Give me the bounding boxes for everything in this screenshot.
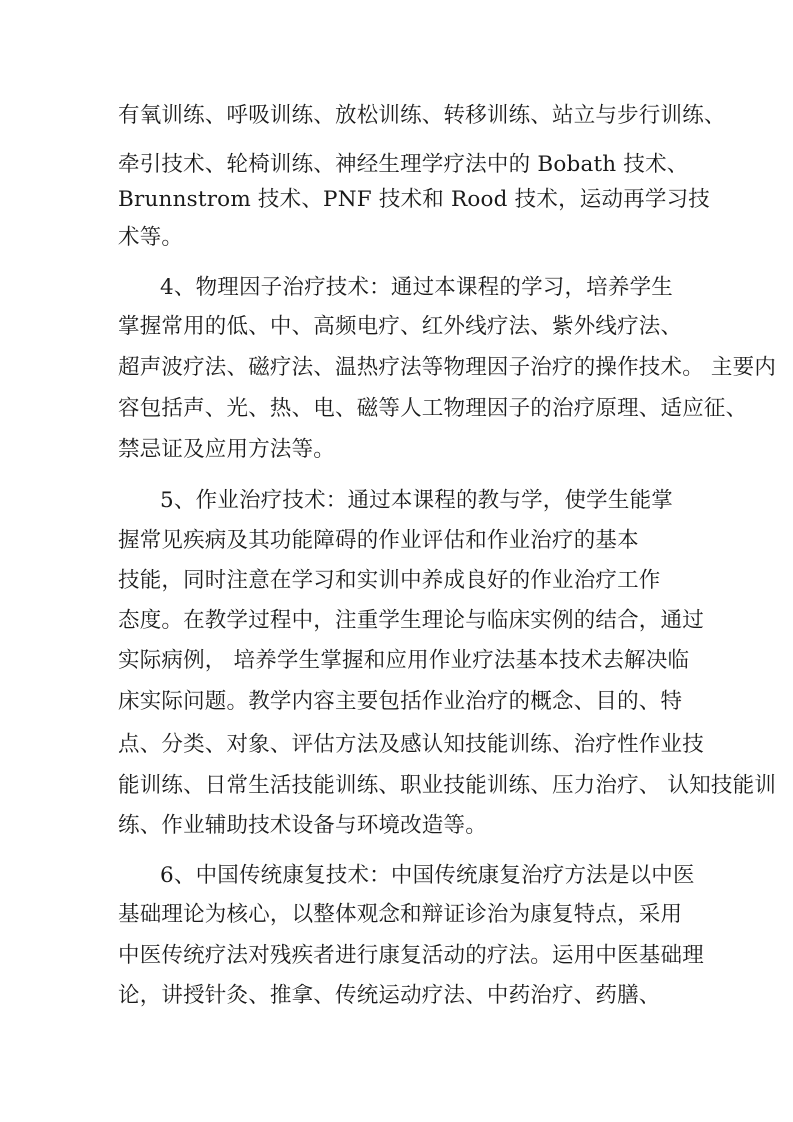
text-line: 掌握常用的低、中、高频电疗、红外线疗法、紫外线疗法、	[118, 314, 683, 339]
text-line: 中医传统疗法对残疾者进行康复活动的疗法。运用中医基础理	[118, 943, 704, 968]
text-line: 技能，同时注意在学习和实训中养成良好的作业治疗工作	[118, 568, 661, 593]
text-line: 论，讲授针灸、推拿、传统运动疗法、中药治疗、药膳、	[118, 983, 661, 1008]
text-line: 点、分类、对象、评估方法及感认知技能训练、治疗性作业技	[118, 732, 704, 757]
paragraph-4-heading-line: 4、物理因子治疗技术：通过本课程的学习，培养学生	[160, 275, 673, 300]
text-line: 超声波疗法、磁疗法、温热疗法等物理因子治疗的操作技术。 主要内	[118, 355, 777, 380]
text-line: Brunnstrom 技术、PNF 技术和 Rood 技术，运动再学习技	[118, 187, 710, 212]
text-line: 禁忌证及应用方法等。	[118, 437, 336, 462]
text-line: 基础理论为核心，以整体观念和辩证诊治为康复特点，采用	[118, 902, 683, 927]
text-line: 能训练、日常生活技能训练、职业技能训练、压力治疗、 认知技能训	[118, 773, 777, 798]
text-line: 床实际问题。教学内容主要包括作业治疗的概念、目的、特	[118, 689, 683, 714]
text-line: 练、作业辅助技术设备与环境改造等。	[118, 813, 487, 838]
text-line: 容包括声、光、热、电、磁等人工物理因子的治疗原理、适应征、	[118, 396, 748, 421]
text-line: 握常见疾病及其功能障碍的作业评估和作业治疗的基本	[118, 528, 639, 553]
text-line: 术等。	[118, 225, 184, 250]
text-line: 实际病例， 培养学生掌握和应用作业疗法基本技术去解决临	[118, 648, 690, 673]
text-line: 牵引技术、轮椅训练、神经生理学疗法中的 Bobath 技术、	[118, 152, 689, 177]
paragraph-6-heading-line: 6、中国传统康复技术：中国传统康复治疗方法是以中医	[160, 863, 695, 888]
paragraph-5-heading-line: 5、作业治疗技术：通过本课程的教与学，使学生能掌	[160, 488, 673, 513]
text-line: 态度。在教学过程中，注重学生理论与临床实例的结合，通过	[118, 608, 704, 633]
text-line: 有氧训练、呼吸训练、放松训练、转移训练、站立与步行训练、	[118, 103, 726, 128]
